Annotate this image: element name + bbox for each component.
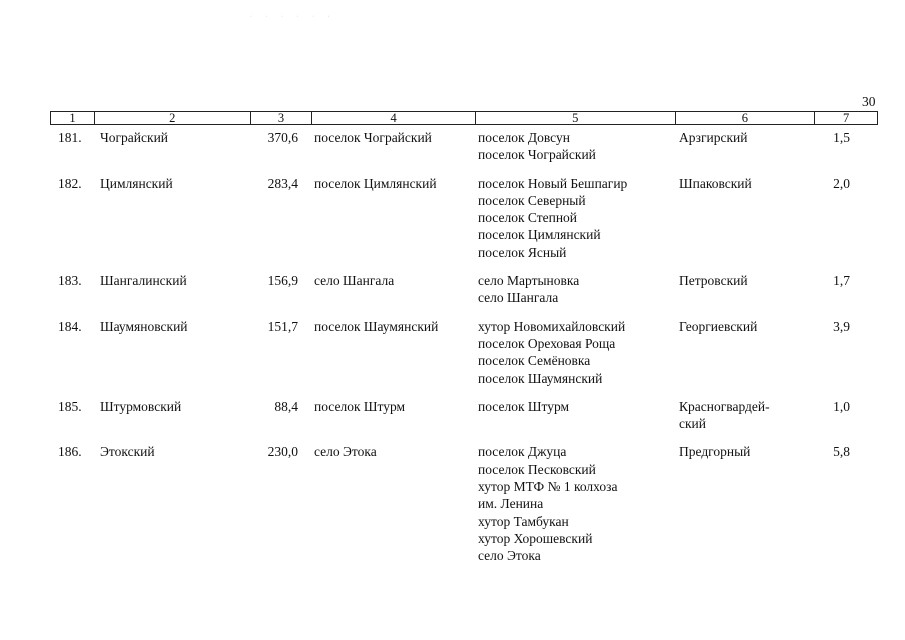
admin-center: село Этока: [314, 444, 377, 460]
table-body: [0, 129, 905, 576]
settlement-item: хутор Хорошевский: [478, 530, 593, 546]
municipality-name: Шангалинский: [100, 273, 187, 289]
table-row: [0, 318, 905, 398]
district-name: [679, 318, 757, 335]
settlement-item: хутор Новомихайловский: [478, 318, 626, 334]
column-header-7: 7: [842, 111, 850, 125]
column-header-6: 6: [676, 112, 816, 124]
row-number: 186.: [58, 444, 82, 460]
admin-center: поселок Шаумянский: [314, 318, 439, 334]
admin-center: поселок Цимлянский: [314, 175, 437, 191]
table-row: [0, 175, 905, 273]
settlement-item: село Шангала: [478, 290, 559, 306]
settlement-item: поселок Ореховая Роща: [478, 335, 616, 351]
table-row: [0, 398, 905, 444]
admin-center: поселок Чограйский: [314, 130, 432, 145]
settlement-item: поселок Цимлянский: [478, 227, 601, 243]
value-cell: 3,9: [833, 318, 850, 334]
settlement-item: село Мартыновка: [478, 273, 580, 289]
municipality-name: Этокский: [100, 444, 155, 460]
settlement-item: поселок Шаумянский: [478, 370, 603, 386]
settlements-list: [478, 175, 627, 261]
settlement-item: хутор Тамбукан: [478, 513, 569, 529]
table-row: [0, 443, 905, 575]
municipality-name: Чограйский: [100, 130, 169, 145]
district-line: Шпаковский: [679, 175, 752, 191]
settlements-list: [478, 318, 625, 387]
area-value: 156,9: [267, 273, 298, 289]
area-value: 230,0: [267, 444, 298, 460]
settlement-item: им. Ленина: [478, 496, 544, 512]
row-number: 182.: [58, 175, 82, 191]
settlement-item: поселок Довсун: [478, 130, 570, 145]
municipality-name: Штурмовский: [100, 398, 182, 414]
district-name: [679, 175, 752, 192]
district-line: Красногвардей-: [679, 398, 770, 414]
settlement-item: село Этока: [478, 548, 541, 564]
district-line: Петровский: [679, 273, 748, 289]
table-row: [0, 129, 905, 175]
district-name: [679, 272, 748, 289]
column-header-3: 3: [251, 112, 313, 124]
row-number: 183.: [58, 273, 82, 289]
settlements-list: [478, 272, 579, 307]
district-name: [679, 129, 748, 146]
district-line: ский: [679, 416, 706, 432]
district-name: [679, 443, 750, 460]
settlement-item: хутор МТФ № 1 колхоза: [478, 479, 618, 495]
settlement-item: поселок Семёновка: [478, 353, 591, 369]
value-cell: 1,7: [833, 273, 850, 289]
municipality-name: Цимлянский: [100, 175, 173, 191]
municipality-name: Шаумяновский: [100, 318, 188, 334]
settlement-item: поселок Чограйский: [478, 147, 596, 163]
district-line: Георгиевский: [679, 318, 758, 334]
area-value: 283,4: [267, 175, 298, 191]
settlement-item: поселок Песковский: [478, 461, 596, 477]
settlement-item: поселок Степной: [478, 210, 578, 226]
row-number: 185.: [58, 398, 82, 414]
value-cell: 2,0: [833, 175, 850, 191]
settlement-item: поселок Джуца: [478, 444, 567, 460]
settlement-item: поселок Северный: [478, 192, 586, 208]
settlement-item: поселок Штурм: [478, 398, 570, 414]
district-name: [679, 398, 770, 433]
district-line: Предгорный: [679, 444, 751, 460]
table-header: [50, 111, 878, 125]
settlement-item: поселок Ясный: [478, 244, 567, 260]
settlements-list: [478, 443, 617, 564]
district-line: Арзгирский: [679, 130, 748, 145]
page-number: 30: [862, 94, 876, 109]
area-value: 370,6: [267, 130, 298, 145]
column-header-1: 1: [51, 112, 95, 124]
column-header-2: 2: [95, 112, 251, 124]
settlements-list: [478, 398, 569, 415]
admin-center: поселок Штурм: [314, 398, 406, 414]
admin-center: село Шангала: [314, 273, 395, 289]
value-cell: 1,5: [833, 130, 850, 145]
row-number: 184.: [58, 318, 82, 334]
value-cell: 1,0: [833, 398, 850, 414]
column-header-5: 5: [476, 112, 676, 124]
area-value: 88,4: [274, 398, 298, 414]
scan-noise: · · · · · ·: [250, 14, 336, 20]
table-row: [0, 272, 905, 318]
area-value: 151,7: [267, 318, 298, 334]
value-cell: 5,8: [833, 444, 850, 460]
column-header-4: 4: [312, 112, 476, 124]
row-number: 181.: [58, 130, 82, 145]
settlements-list: [478, 129, 596, 164]
settlement-item: поселок Новый Бешпагир: [478, 175, 628, 191]
